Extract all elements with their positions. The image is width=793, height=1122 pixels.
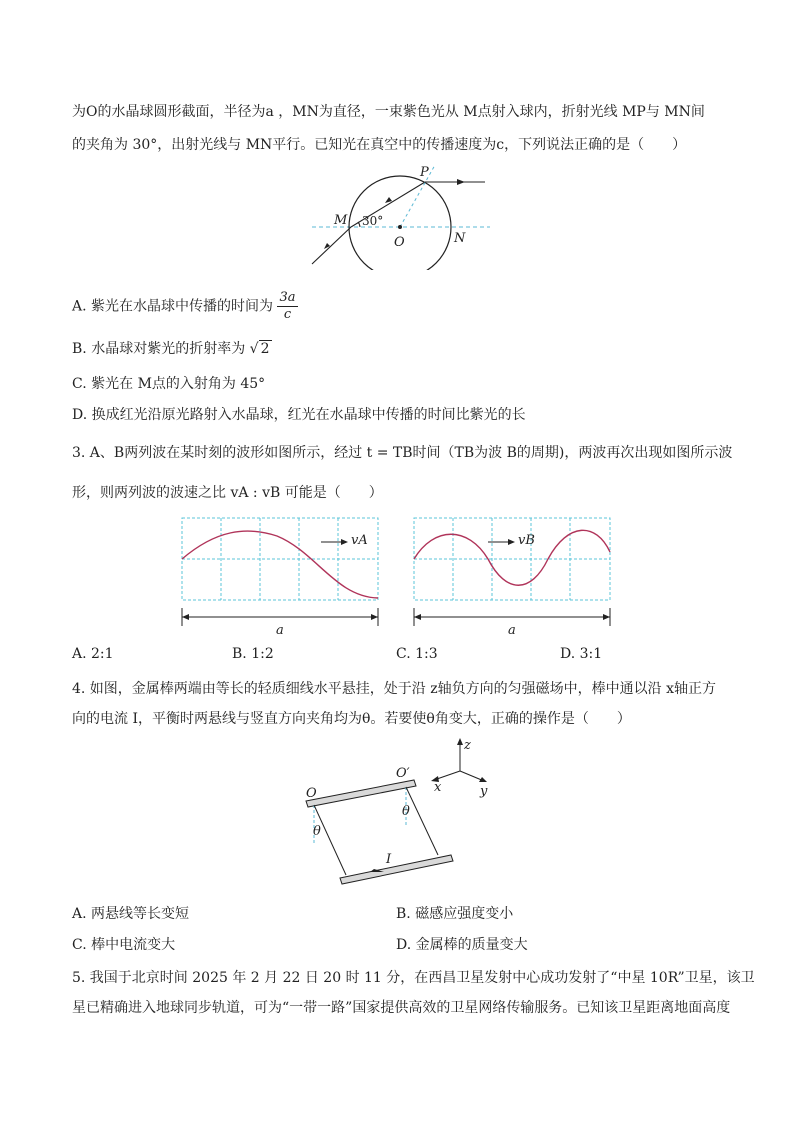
- wave-b-curve: [414, 530, 610, 585]
- label-angle-30: 30°: [362, 214, 384, 228]
- q3-option-d: D. 3:1: [560, 646, 603, 662]
- label-P: P: [420, 165, 429, 180]
- q2-option-b: [72, 338, 272, 358]
- label-O-prime: O′: [396, 766, 410, 781]
- label-vA: vA: [351, 533, 368, 548]
- q2-option-a: [72, 290, 298, 323]
- label-theta-left: θ: [313, 824, 321, 839]
- label-theta-right: θ: [402, 804, 410, 819]
- q4-rod-figure: [296, 735, 506, 890]
- q2-stem-line-1: 为O的水晶球圆形截面，半径为a ，MN为直径，一束紫色光从 M点射入球内，折射光线 MP与 MN间: [72, 104, 705, 120]
- q3-stem-line-2: 形，则两列波的波速之比 vA : vB 可能是（ ）: [72, 485, 383, 501]
- q2-option-d: D. 换成红光沿原光路射入水晶球，红光在水晶球中传播的时间比紫光的长: [72, 407, 526, 423]
- q3-stem-line-1: 3. A、B两列波在某时刻的波形如图所示，经过 t = TB时间（TB为波 B的周期)，两波再次出现如图所示波: [72, 445, 733, 461]
- q2-sphere-figure: [300, 160, 500, 270]
- q2-option-a-text: A. 紫光在水晶球中传播的时间为: [72, 298, 274, 315]
- q4-stem-line-1: 4. 如图，金属棒两端由等长的轻质细线水平悬挂，处于沿 z轴负方向的匀强磁场中，棒中通以沿 x轴正方: [72, 681, 716, 697]
- label-M: M: [334, 213, 348, 228]
- label-N: N: [454, 231, 466, 246]
- q5-stem-line-2: 星已精确进入地球同步轨道，可为“一带一路”国家提供高效的卫星网络传输服务。已知该卫星距离地面高度: [72, 1000, 731, 1016]
- q3-option-a: A. 2:1: [72, 646, 114, 662]
- axis-x-label: x: [434, 780, 442, 795]
- q3-option-b: B. 1:2: [232, 646, 274, 662]
- q4-option-a: A. 两悬线等长变短: [72, 906, 190, 922]
- q4-option-d: D. 金属棒的质量变大: [396, 937, 528, 953]
- fraction-denominator: c: [283, 307, 292, 322]
- axis-y-label: y: [480, 784, 488, 799]
- q3-option-c: C. 1:3: [396, 646, 438, 662]
- label-vB: vB: [518, 533, 535, 548]
- q2-option-b-text: B. 水晶球对紫光的折射率为: [72, 341, 246, 357]
- sqrt-sign: √: [249, 341, 259, 357]
- q3-wave-figure: [176, 512, 620, 637]
- q4-option-b: B. 磁感应强度变小: [396, 906, 514, 922]
- q4-stem-line-2: 向的电流 I，平衡时两悬线与竖直方向夹角均为θ。若要使θ角变大，正确的操作是（ ）: [72, 711, 631, 727]
- label-O: O: [306, 786, 317, 801]
- q2-stem-line-2: 的夹角为 30°，出射光线与 MN平行。已知光在真空中的传播速度为c，下列说法正确的是（ ）: [72, 137, 687, 153]
- q4-option-c: C. 棒中电流变大: [72, 937, 176, 953]
- label-a-right: a: [508, 623, 516, 637]
- label-a-left: a: [276, 623, 284, 637]
- q2-option-a-fraction: [277, 290, 297, 323]
- label-O: O: [394, 235, 405, 250]
- axis-z-label: z: [464, 738, 471, 753]
- q2-option-c: C. 紫光在 M点的入射角为 45°: [72, 376, 266, 392]
- sqrt-radicand: 2: [260, 341, 270, 357]
- fraction-numerator: 3a: [279, 290, 296, 305]
- wave-a-curve: [182, 531, 378, 598]
- q5-stem-line-1: 5. 我国于北京时间 2025 年 2 月 22 日 20 时 11 分，在西昌卫星发射中心成功发射了“中星 10R”卫星，该卫: [72, 970, 755, 986]
- label-I: I: [386, 852, 392, 867]
